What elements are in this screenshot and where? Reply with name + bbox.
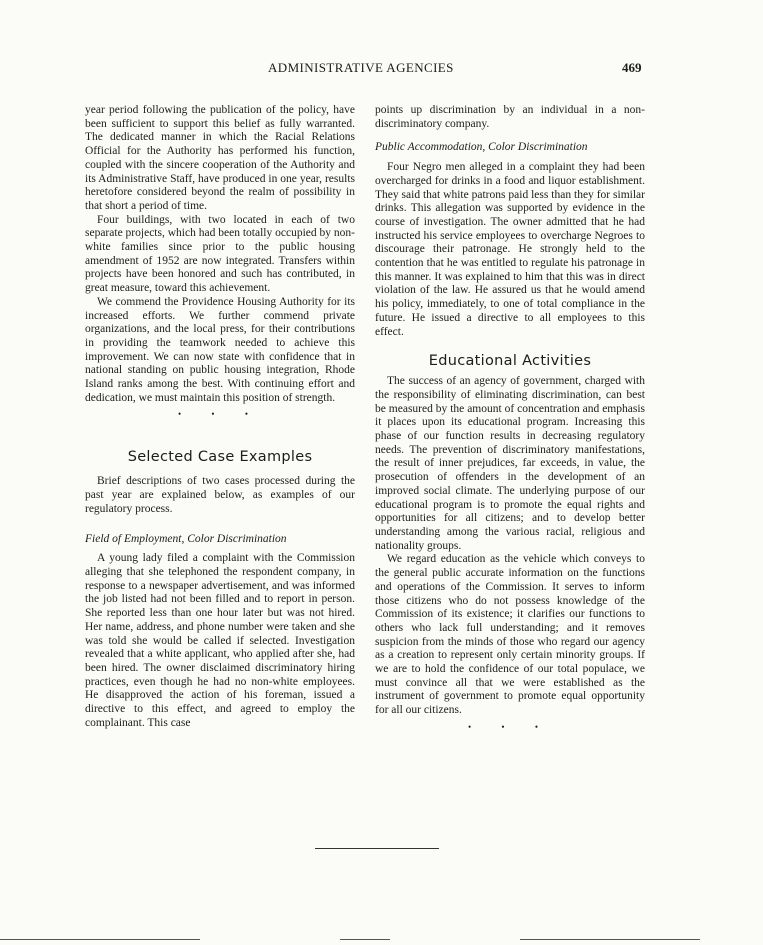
- paragraph: Four Negro men alleged in a complaint they had been overcharged for drinks in a food and liquor establishment. They said that white patrons paid less than they for similar drinks. This allegation was supported by evidence in the course of investigation. The owner admitted that he had instructed his service employees to overcharge Negroes to discourage their patronage. He strongly held to the contention that he was entitled to regulate his patronage in this manner. It was explained to him that this was in direct violation of the law. He assured us that he would amend his policy, immediately, to one of total compliance in the future. He issued a directive to all employees to this effect.: [375, 161, 645, 338]
- right-column: [375, 104, 645, 734]
- paragraph: We regard education as the vehicle which conveys to the general public accurate information on the functions and operations of the Commission. It serves to inform those citizens who do not possess knowledge of the Commission of its existence; it clarifies our functions to others who lack full understanding; and it removes suspicion from the minds of those who regard our agency as a creation to represent only certain minority groups. If we are to hold the confidence of our total populace, we must convince all that we were established as the instrument of government to promote equal opportunity for all our citizens.: [375, 553, 645, 717]
- paragraph: The success of an agency of government, charged with the responsibility of eliminating discrimination, can best be measured by the amount of concentration and emphasis it places upon its educational program. Increasing this phase of our function results in decreasing regulatory needs. The prevention of discriminatory manifestations, the result of inner prejudices, far exceeds, in value, the prosecution of offenders in the development of an improved social climate. The underlying purpose of our educational program is to promote the equal rights and opportunities for all citizens; and to develop better understanding among the various racial, religious and nationality groups.: [375, 375, 645, 552]
- paragraph: Brief descriptions of two cases processed during the past year are explained below, as examples of our regulatory process.: [85, 475, 355, 515]
- page-number: 469: [622, 60, 642, 75]
- scan-edge-line: [0, 939, 200, 940]
- running-header: ADMINISTRATIVE AGENCIES: [268, 60, 454, 75]
- section-heading-selected-case-examples: Selected Case Examples: [127, 449, 313, 466]
- section-separator-dots: • • •: [468, 721, 552, 732]
- case-subheading-employment: Field of Employment, Color Discrimination: [85, 532, 287, 545]
- left-column: [85, 104, 355, 730]
- paragraph: Four buildings, with two located in each of two separate projects, which had been totally occupied by non-white families since prior to the public housing amendment of 1952 are now integrated. Transfers within projects have been honored and such has contributed, in great measure, toward this achievement.: [85, 213, 355, 295]
- section-separator-dots: • • •: [178, 409, 262, 420]
- section-heading-educational-activities: Educational Activities: [428, 353, 592, 370]
- case-subheading-public-accommodation: Public Accommodation, Color Discrimination: [375, 141, 588, 154]
- scan-edge-line: [340, 939, 390, 940]
- paragraph: year period following the publication of the policy, have been sufficient to support this belief as fully warranted. The dedicated manner in which the Racial Relations Official for the Authority has performed his function, coupled with the sincere cooperation of the Authority and its Administrative Staff, have produced in one year, results heretofore considered beyond the realm of possibility in that short a period of time.: [85, 104, 355, 212]
- paragraph: A young lady filed a complaint with the Commission alleging that she telephoned the respondent company, in response to a newspaper advertisement, and was informed the job listed had not been filled and to report in person. She reported less than one hour later but was not hired. Her name, address, and phone number were taken and she was told she would be called if selected. Investigation revealed that a white applicant, who applied after she, had been hired. The owner disclaimed discriminatory hiring practices, even though he had no non-white employees. He disapproved the action of his foreman, issued a directive to this effect, and agreed to employ the complainant. This case: [85, 552, 355, 729]
- footer-rule: [315, 848, 439, 849]
- paragraph: We commend the Providence Housing Authority for its increased efforts. We further commend private organizations, and the local press, for their contributions in providing the teamwork needed to achieve this improvement. We can now state with confidence that in national standing on public housing integration, Rhode Island ranks among the best. With continuing effort and dedication, we must maintain this position of strength.: [85, 295, 355, 404]
- scan-edge-line: [520, 939, 700, 940]
- paragraph: points up discrimination by an individual in a non-discriminatory company.: [375, 104, 645, 130]
